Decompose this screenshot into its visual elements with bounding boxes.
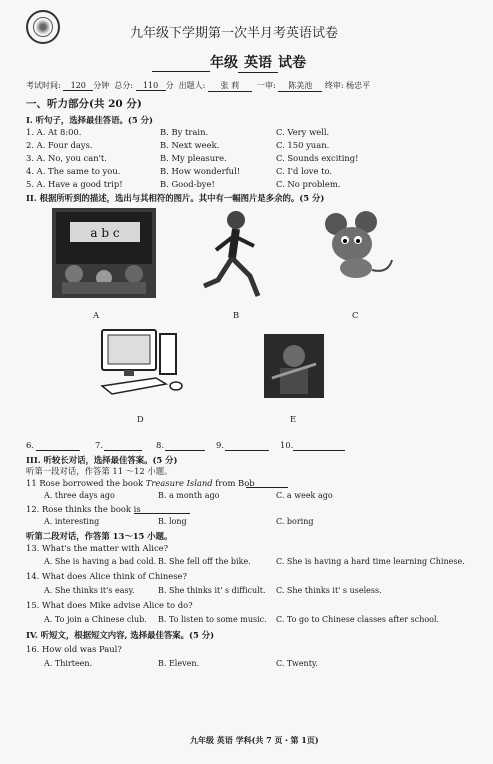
blank-7-line[interactable]	[104, 450, 142, 451]
q11-option-a: A. three days ago	[44, 491, 115, 500]
section2-heading: II. 根据所听到的描述，选出与其相符的图片。其中有一幅图片是多余的。(5 分)	[26, 193, 325, 203]
q3-a: 3. A. No, you can't.	[26, 153, 107, 163]
q11-option-b: B. a month ago	[158, 491, 220, 500]
section4-heading: IV. 听短文，根据短文内容, 选择最佳答案。(5 分)	[26, 630, 215, 640]
blank-9-line[interactable]	[225, 450, 269, 451]
picture-b-label: B	[233, 310, 240, 320]
blank-6-label: 6.	[26, 440, 34, 450]
part1-heading: 一、听力部分(共 20 分)	[26, 98, 142, 110]
q11-blank[interactable]	[246, 487, 288, 488]
q4-a: 4. A. The same to you.	[26, 166, 121, 176]
section1-heading: I. 听句子，选择最佳答语。(5 分)	[26, 115, 153, 125]
q14-option-c: C. She thinks it' s useless.	[276, 586, 382, 595]
picture-e-violin-player	[264, 334, 324, 398]
blank-7-label: 7.	[95, 440, 103, 450]
exam-title: 九年级下学期第一次半月考英语试卷	[130, 26, 339, 41]
question-11: 11 Rose borrowed the book Treasure Island from Bob	[26, 478, 255, 488]
q12-option-a: A. interesting	[44, 517, 100, 526]
picture-a-classroom	[52, 208, 156, 298]
q16-option-a: A. Thirteen.	[44, 659, 93, 668]
q2-a: 2. A. Four days.	[26, 140, 93, 150]
page-footer: 九年级 英语 学科(共 7 页・第 1页)	[190, 735, 319, 745]
q2-c: C. 150 yuan.	[276, 140, 330, 150]
question-12: 12. Rose thinks the book is	[26, 504, 141, 514]
question-13: 13. What's the matter with Alice?	[26, 543, 169, 553]
blank-9-label: 9.	[216, 440, 224, 450]
q14-option-a: A. She thinks it's easy.	[44, 586, 135, 595]
blank-8-label: 8.	[156, 440, 164, 450]
q4-b: B. How wonderful!	[160, 166, 241, 176]
q5-c: C. No problem.	[276, 179, 341, 189]
picture-b-running-man	[192, 206, 282, 302]
school-seal-logo	[26, 10, 60, 44]
q4-c: C. I'd love to.	[276, 166, 333, 176]
section3-heading: III. 听较长对话，选择最佳答案。(5 分)	[26, 455, 178, 465]
q16-option-b: B. Eleven.	[158, 659, 200, 668]
question-14: 14. What does Alice think of Chinese?	[26, 571, 187, 581]
q12-blank[interactable]	[134, 513, 190, 514]
picture-c-label: C	[352, 310, 359, 320]
q1-c: C. Very well.	[276, 127, 330, 137]
q1-b: B. By train.	[160, 127, 209, 137]
picture-d-computer	[96, 328, 188, 396]
picture-c-mouse	[318, 210, 398, 286]
question-15: 15. What does Mike advise Alice to do?	[26, 600, 193, 610]
dialog2-instruction: 听第二段对话，作答第 13～15 小题。	[26, 531, 173, 541]
exam-info-line: 考试时间: 120 分钟 总分: 110 分 出题人: 张 莉 一审: 陈美池 终审: 杨忠平	[26, 81, 371, 90]
q15-option-b: B. To listen to some music.	[158, 615, 267, 624]
q14-option-b: B. She thinks it' s difficult.	[158, 586, 266, 595]
q2-b: B. Next week.	[160, 140, 220, 150]
picture-a-label: A	[93, 310, 100, 320]
q13-option-a: A. She is having a bad cold.	[44, 557, 157, 566]
q12-option-b: B. long	[158, 517, 187, 526]
exam-subtitle: 年级 英语 试卷	[152, 52, 306, 73]
q3-c: C. Sounds exciting!	[276, 153, 359, 163]
blank-6-line[interactable]	[36, 450, 80, 451]
q15-option-a: A. To join a Chinese club.	[44, 615, 147, 624]
q13-option-b: B. She fell off the bike.	[158, 557, 251, 566]
q3-b: B. My pleasure.	[160, 153, 227, 163]
picture-a-board-text: a b c	[90, 226, 120, 240]
blank-10-line[interactable]	[293, 450, 345, 451]
question-16: 16. How old was Paul?	[26, 644, 122, 654]
dialog1-instruction: 听第一段对话，作答第 11 ～12 小题。	[26, 466, 173, 476]
picture-d-label: D	[137, 414, 144, 424]
q1-a: 1. A. At 8:00.	[26, 127, 82, 137]
q16-option-c: C. Twenty.	[276, 659, 318, 668]
blank-8-line[interactable]	[165, 450, 205, 451]
q13-option-c: C. She is having a hard time learning Chinese.	[276, 557, 465, 566]
q5-a: 5. A. Have a good trip!	[26, 179, 123, 189]
q11-option-c: C. a week ago	[276, 491, 333, 500]
blank-10-label: 10.	[280, 440, 294, 450]
q5-b: B. Good-bye!	[160, 179, 215, 189]
q12-option-c: C. boring	[276, 517, 314, 526]
q15-option-c: C. To go to Chinese classes after school.	[276, 615, 440, 624]
picture-e-label: E	[290, 414, 297, 424]
